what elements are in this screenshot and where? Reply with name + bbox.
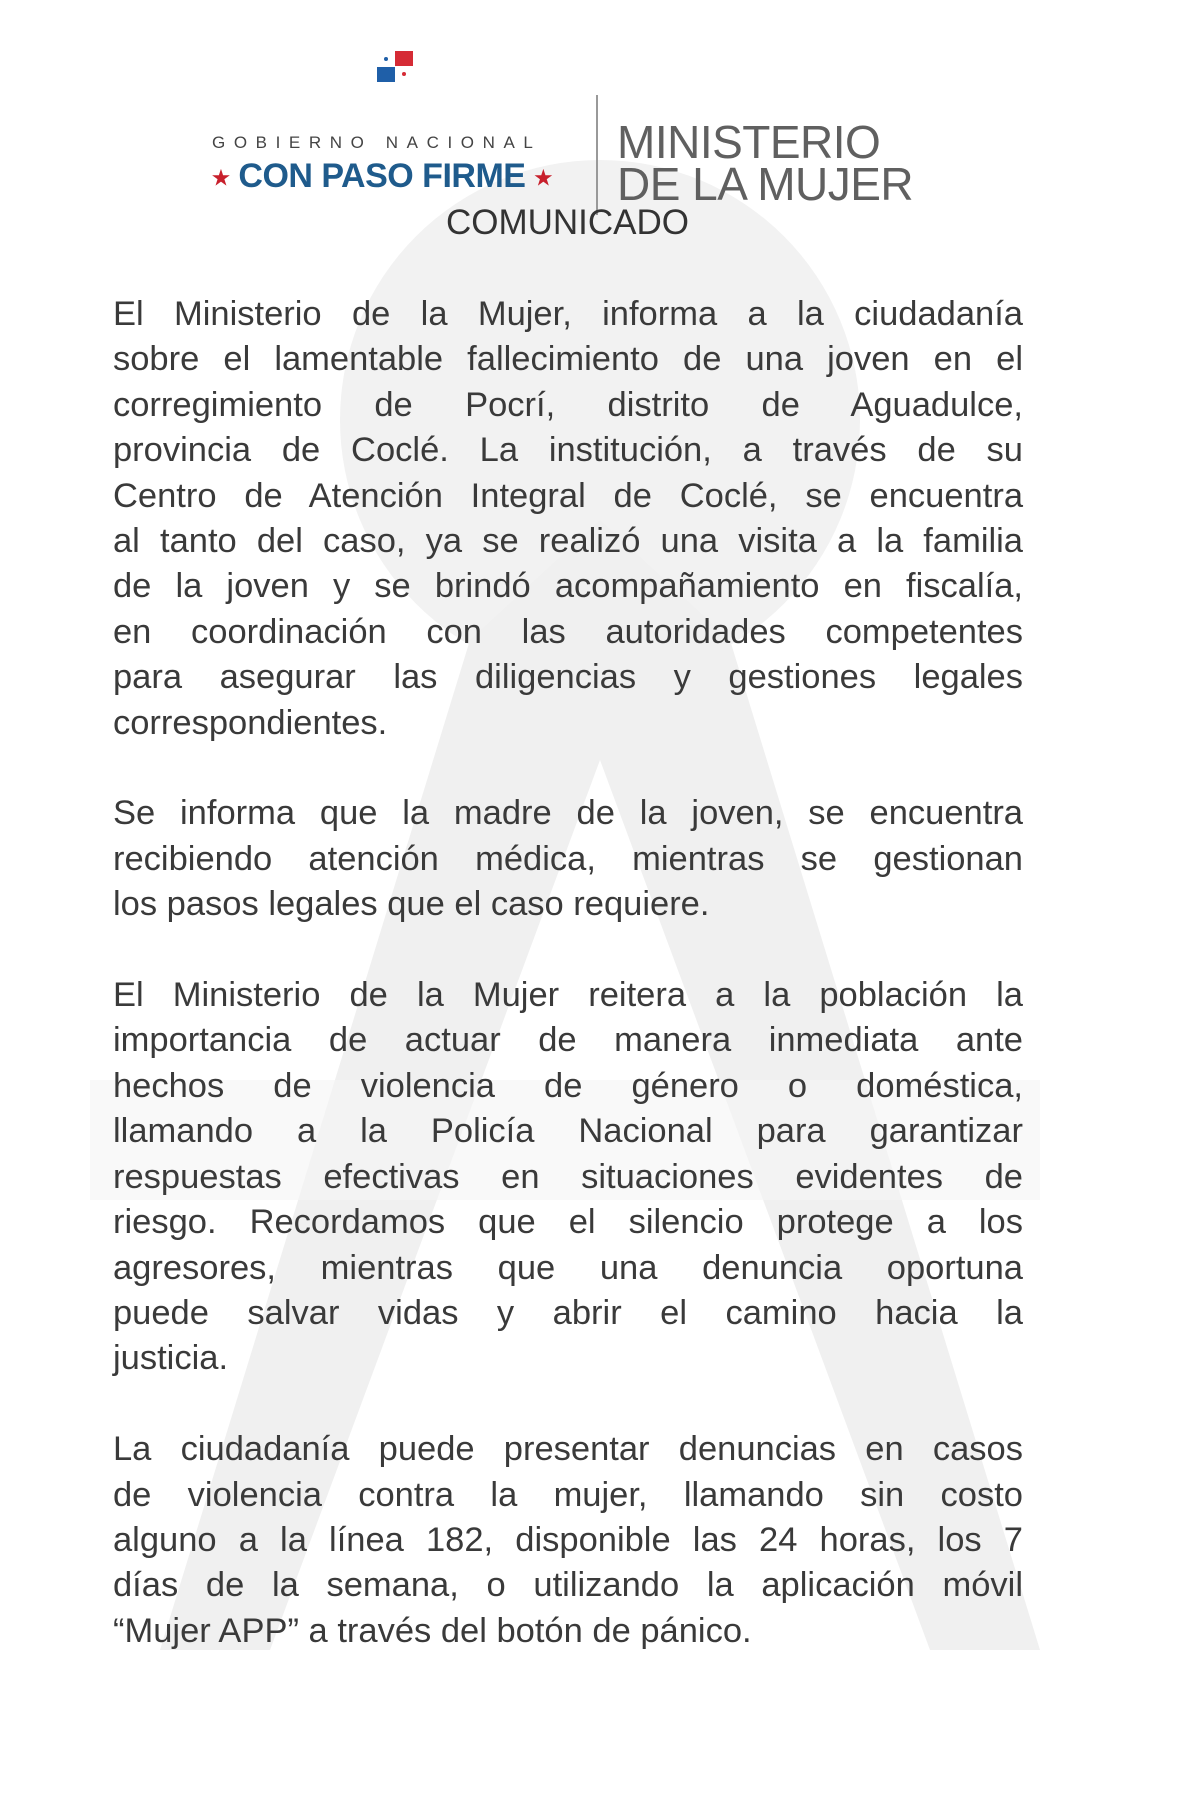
- ministry-line2: DE LA MUJER: [617, 158, 914, 210]
- panama-flag-icon: [375, 51, 415, 83]
- text-line: corregimiento de Pocrí, distrito de Aguadulce,: [113, 385, 1023, 424]
- header: [0, 45, 1200, 210]
- text-line: respuestas efectivas en situaciones evidentes de: [113, 1157, 1023, 1196]
- text-line: recibiendo atención médica, mientras se gestionan: [113, 839, 1023, 878]
- text-line: agresores, mientras que una denuncia oportuna: [113, 1248, 1023, 1287]
- text-line: de la joven y se brindó acompañamiento en fiscalía,: [113, 567, 1023, 606]
- text-line: provincia de Coclé. La institución, a través de su: [113, 431, 1023, 470]
- ministerio-logo: [617, 116, 914, 210]
- paragraph: [113, 1427, 1023, 1654]
- text-line: los pasos legales que el caso requiere.: [113, 885, 710, 924]
- document-title: COMUNICADO: [445, 203, 690, 242]
- text-line: alguno a la línea 182, disponible las 24 horas, los 7: [113, 1520, 1023, 1559]
- text-line: Se informa que la madre de la joven, se encuentra: [113, 794, 1023, 833]
- logo-divider: [596, 95, 598, 215]
- text-line: El Ministerio de la Mujer, informa a la ciudadanía: [113, 295, 1023, 333]
- text-line: al tanto del caso, ya se realizó una visita a la familia: [113, 522, 1023, 561]
- text-line: importancia de actuar de manera inmediata ante: [113, 1021, 1023, 1060]
- text-line: puede salvar vidas y abrir el camino hacia la: [113, 1293, 1023, 1332]
- paragraph: [113, 791, 1023, 927]
- document-body: [113, 292, 1023, 1700]
- text-line: en coordinación con las autoridades competentes: [113, 612, 1023, 651]
- paragraph: [113, 292, 1023, 746]
- text-line: de violencia contra la mujer, llamando sin costo: [113, 1475, 1023, 1514]
- text-line: Centro de Atención Integral de Coclé, se encuentra: [113, 476, 1023, 515]
- text-line: llamando a la Policía Nacional para garantizar: [113, 1112, 1023, 1151]
- text-line: hechos de violencia de género o doméstica,: [113, 1066, 1023, 1105]
- text-line: días de la semana, o utilizando la aplicación móvil: [113, 1566, 1023, 1605]
- star-icon: ★: [212, 167, 230, 190]
- text-line: sobre el lamentable fallecimiento de una joven en el: [113, 340, 1023, 379]
- con-paso-firme-text: CON PASO FIRME: [238, 157, 526, 195]
- star-icon: ★: [534, 167, 552, 190]
- text-line: riesgo. Recordamos que el silencio protege a los: [113, 1203, 1023, 1242]
- text-line: para asegurar las diligencias y gestiones legales: [113, 658, 1023, 697]
- text-line: “Mujer APP” a través del botón de pánico.: [113, 1611, 752, 1650]
- text-line: El Ministerio de la Mujer reitera a la población la: [113, 976, 1023, 1015]
- text-line: correspondientes.: [113, 703, 388, 742]
- paragraph: [113, 973, 1023, 1382]
- text-line: justicia.: [113, 1339, 229, 1378]
- text-line: La ciudadanía puede presentar denuncias en casos: [113, 1430, 1023, 1469]
- ministry-line1: MINISTERIO: [617, 116, 881, 168]
- con-paso-firme-logo: [212, 157, 552, 196]
- gobierno-nacional-logo-text: GOBIERNO NACIONAL: [212, 133, 542, 152]
